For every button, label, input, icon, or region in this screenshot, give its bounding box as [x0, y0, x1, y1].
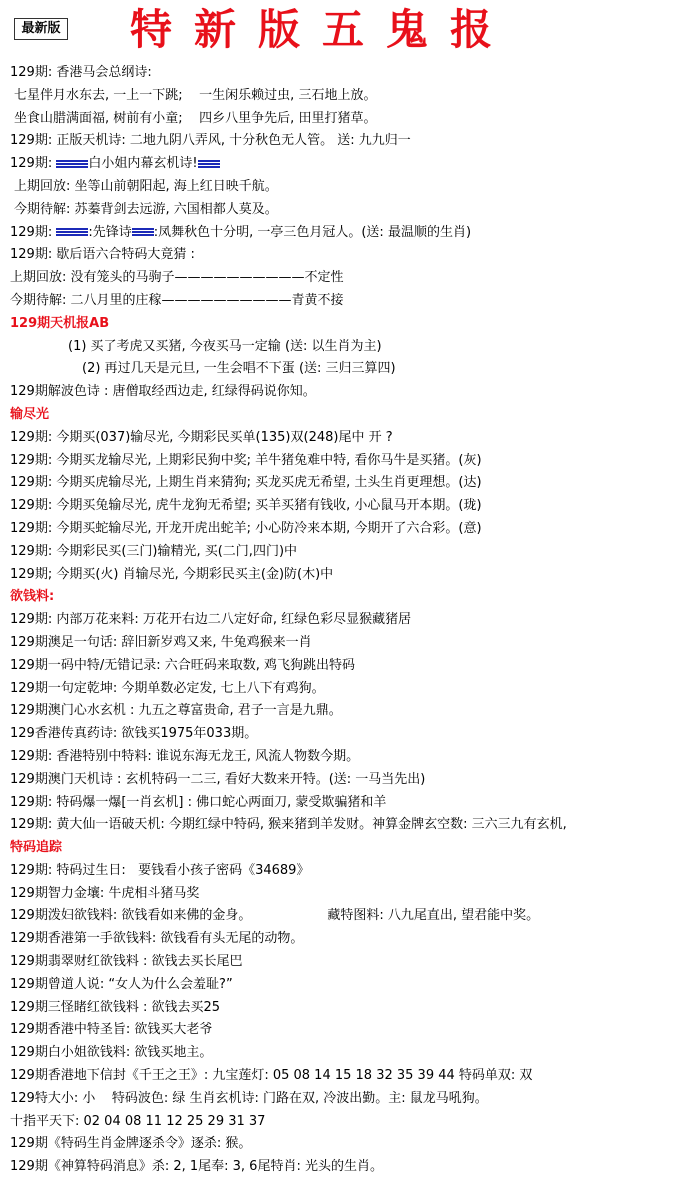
text-line: 129期: 特码爆一爆[一肖玄机] : 佛口蛇心两面刀, 蒙受欺骗猪和羊 — [10, 794, 387, 810]
text-line: 129期智力金壤: 牛虎相斗猪马奖 — [10, 885, 200, 901]
text-line — [10, 153, 694, 176]
text-line: 129期白小姐欲钱料: 欲钱买地主。 — [10, 1045, 213, 1061]
text-line: 129期: 内部万花来料: 万花开右边二八定好命, 红绿色彩尽显猴藏猪居 — [10, 612, 412, 628]
text-line: 129期: 黄大仙一语破天机: 今期红绿中特码, 猴来猪到羊发财。神算金牌玄空数: 三六三九有玄机, — [10, 817, 567, 833]
text-line — [10, 905, 694, 928]
text-line: 129期: 今期买兔输尽光, 虎牛龙狗无希望; 买羊买猪有钱收, 小心鼠马开本期。(珑) — [10, 498, 482, 514]
text-line: 129期香港第一手欲钱料: 欲钱看有头无尾的动物。 — [10, 931, 304, 947]
document-body — [10, 62, 694, 1179]
text-line: 129期: 今期买蛇输尽光, 开龙开虎出蛇羊; 小心防冷来本期, 今期开了六合彩。(意) — [10, 520, 482, 536]
line-text: :凤舞秋色十分明, 一亭三色月冠人。(送: 最温顺的生肖) — [153, 224, 472, 240]
text-line: 129期: 香港马会总纲诗: — [10, 65, 152, 80]
latest-edition-badge: 最新版 — [14, 18, 68, 40]
triple-bar-icon — [56, 159, 88, 169]
text-line: 129期: 今期买虎输尽光, 上期生肖来猜狗; 买龙买虎无希望, 土头生肖更理想。(达) — [10, 475, 482, 491]
text-line: 今期待解: 苏蓁背剑去远游, 六国相都人莫及。 — [14, 201, 278, 217]
text-line: 129期澳门天机诗 : 玄机特码一二三, 看好大数来开特。(送: 一马当先出) — [10, 771, 426, 787]
text-line: (1) 买了考虎又买猪, 今夜买马一定输 (送: 以生肖为主) — [68, 338, 382, 354]
text-line: 129期: 歇后语六合特码大竟猜 : — [10, 247, 195, 263]
text-line — [10, 222, 694, 245]
section-heading: 欲钱料: — [10, 589, 55, 605]
text-line: 129期香港地下信封《千王之王》: 九宝莲灯: 05 08 14 15 18 32 35 39 44 特码单双: 双 — [10, 1068, 533, 1084]
text-line: 129期: 正版天机诗: 二地九阴八弄风, 十分秋色无人管。 送: 九九归一 — [10, 133, 411, 149]
text-line: 129特大小: 小 特码波色: 绿 生肖玄机诗: 门路在双, 冷波出勤。主: 鼠龙马吼狗。 — [10, 1090, 488, 1106]
text-line: 129期曾道人说: “女人为什么会羞耻?” — [10, 976, 233, 992]
text-line: 上期回放: 没有笼头的马驹子——————————不定性 — [10, 270, 344, 286]
line-prefix: 129期: — [10, 224, 57, 240]
page-title: 特新版五鬼报 — [130, 5, 515, 54]
text-line: 今期待解: 二八月里的庄稼——————————青黄不接 — [10, 292, 344, 308]
text-line: 129期; 今期买(火) 肖输尽光, 今期彩民买主(金)防(木)中 — [10, 566, 334, 582]
text-line: 129期《神算特码消息》杀: 2, 1尾奉: 3, 6尾特肖: 光头的生肖。 — [10, 1159, 383, 1175]
triple-bar-icon — [198, 159, 220, 169]
line-prefix: 129期: — [10, 156, 57, 172]
text-line: 十指平天下: 02 04 08 11 12 25 29 31 37 — [10, 1113, 266, 1129]
text-line: 129期翡翠财红欲钱料 : 欲钱去买长尾巴 — [10, 954, 243, 970]
text-line: 129期一码中特/无错记录: 六合旺码来取数, 鸡飞狗跳出特码 — [10, 657, 355, 673]
line-text: 藏特图料: 八九尾直出, 望君能中奖。 — [327, 908, 540, 924]
text-line: 129期一句定乾坤: 今期单数必定发, 七上八下有鸡狗。 — [10, 680, 325, 696]
text-line: 129期澳足一句话: 辞旧新岁鸡又来, 牛兔鸡猴来一肖 — [10, 634, 312, 650]
text-line: (2) 再过几天是元旦, 一生会唱不下蛋 (送: 三归三算四) — [82, 361, 396, 377]
text-line: 129期: 香港特别中特料: 谁说东海无龙王, 风流人物数今期。 — [10, 748, 360, 764]
text-line: 129期: 今期彩民买(三门)输精光, 买(二门,四门)中 — [10, 543, 298, 559]
text-line: 129香港传真药诗: 欲钱买1975年033期。 — [10, 726, 258, 742]
page-header — [0, 0, 697, 62]
line-text: 129期泼妇欲钱料: 欲钱看如来佛的金身。 — [10, 908, 252, 924]
text-line: 129期澳门心水玄机 : 九五之尊富贵命, 君子一言是九鼎。 — [10, 703, 342, 719]
triple-bar-icon — [56, 227, 88, 237]
section-heading: 129期天机报AB — [10, 315, 110, 331]
section-heading: 输尽光 — [10, 406, 50, 422]
text-line: 上期回放: 坐等山前朝阳起, 海上红日映千航。 — [14, 178, 278, 194]
text-line: 129期三怪睹红欲钱料 : 欲钱去买25 — [10, 999, 220, 1015]
triple-bar-icon — [132, 227, 154, 237]
text-line: 129期: 今期买龙输尽光, 上期彩民狗中奖; 羊牛猪兔难中特, 看你马牛是买猪。(灰) — [10, 452, 482, 468]
line-text: :先锋诗 — [88, 224, 132, 240]
text-line: 129期: 特码过生日: 要钱看小孩子密码《34689》 — [10, 862, 310, 878]
line-text: 白小姐内幕玄机诗! — [88, 156, 198, 172]
section-heading: 特码追踪 — [10, 840, 63, 856]
text-line: 坐食山腊满面福, 树前有小童; 四乡八里争先后, 田里打猪草。 — [14, 110, 377, 126]
text-line: 129期解波色诗 : 唐僧取经西边走, 红绿得码说你知。 — [10, 384, 316, 400]
text-line: 129期: 今期买(037)输尽光, 今期彩民买单(135)双(248)尾中 开 ? — [10, 429, 393, 445]
text-line: 七星伴月水东去, 一上一下跳; 一生闲乐赖过虫, 三石地上放。 — [14, 87, 377, 103]
text-line: 129期香港中特圣旨: 欲钱买大老爷 — [10, 1022, 213, 1038]
text-line: 129期《特码生肖金牌逐杀令》逐杀: 猴。 — [10, 1136, 252, 1152]
